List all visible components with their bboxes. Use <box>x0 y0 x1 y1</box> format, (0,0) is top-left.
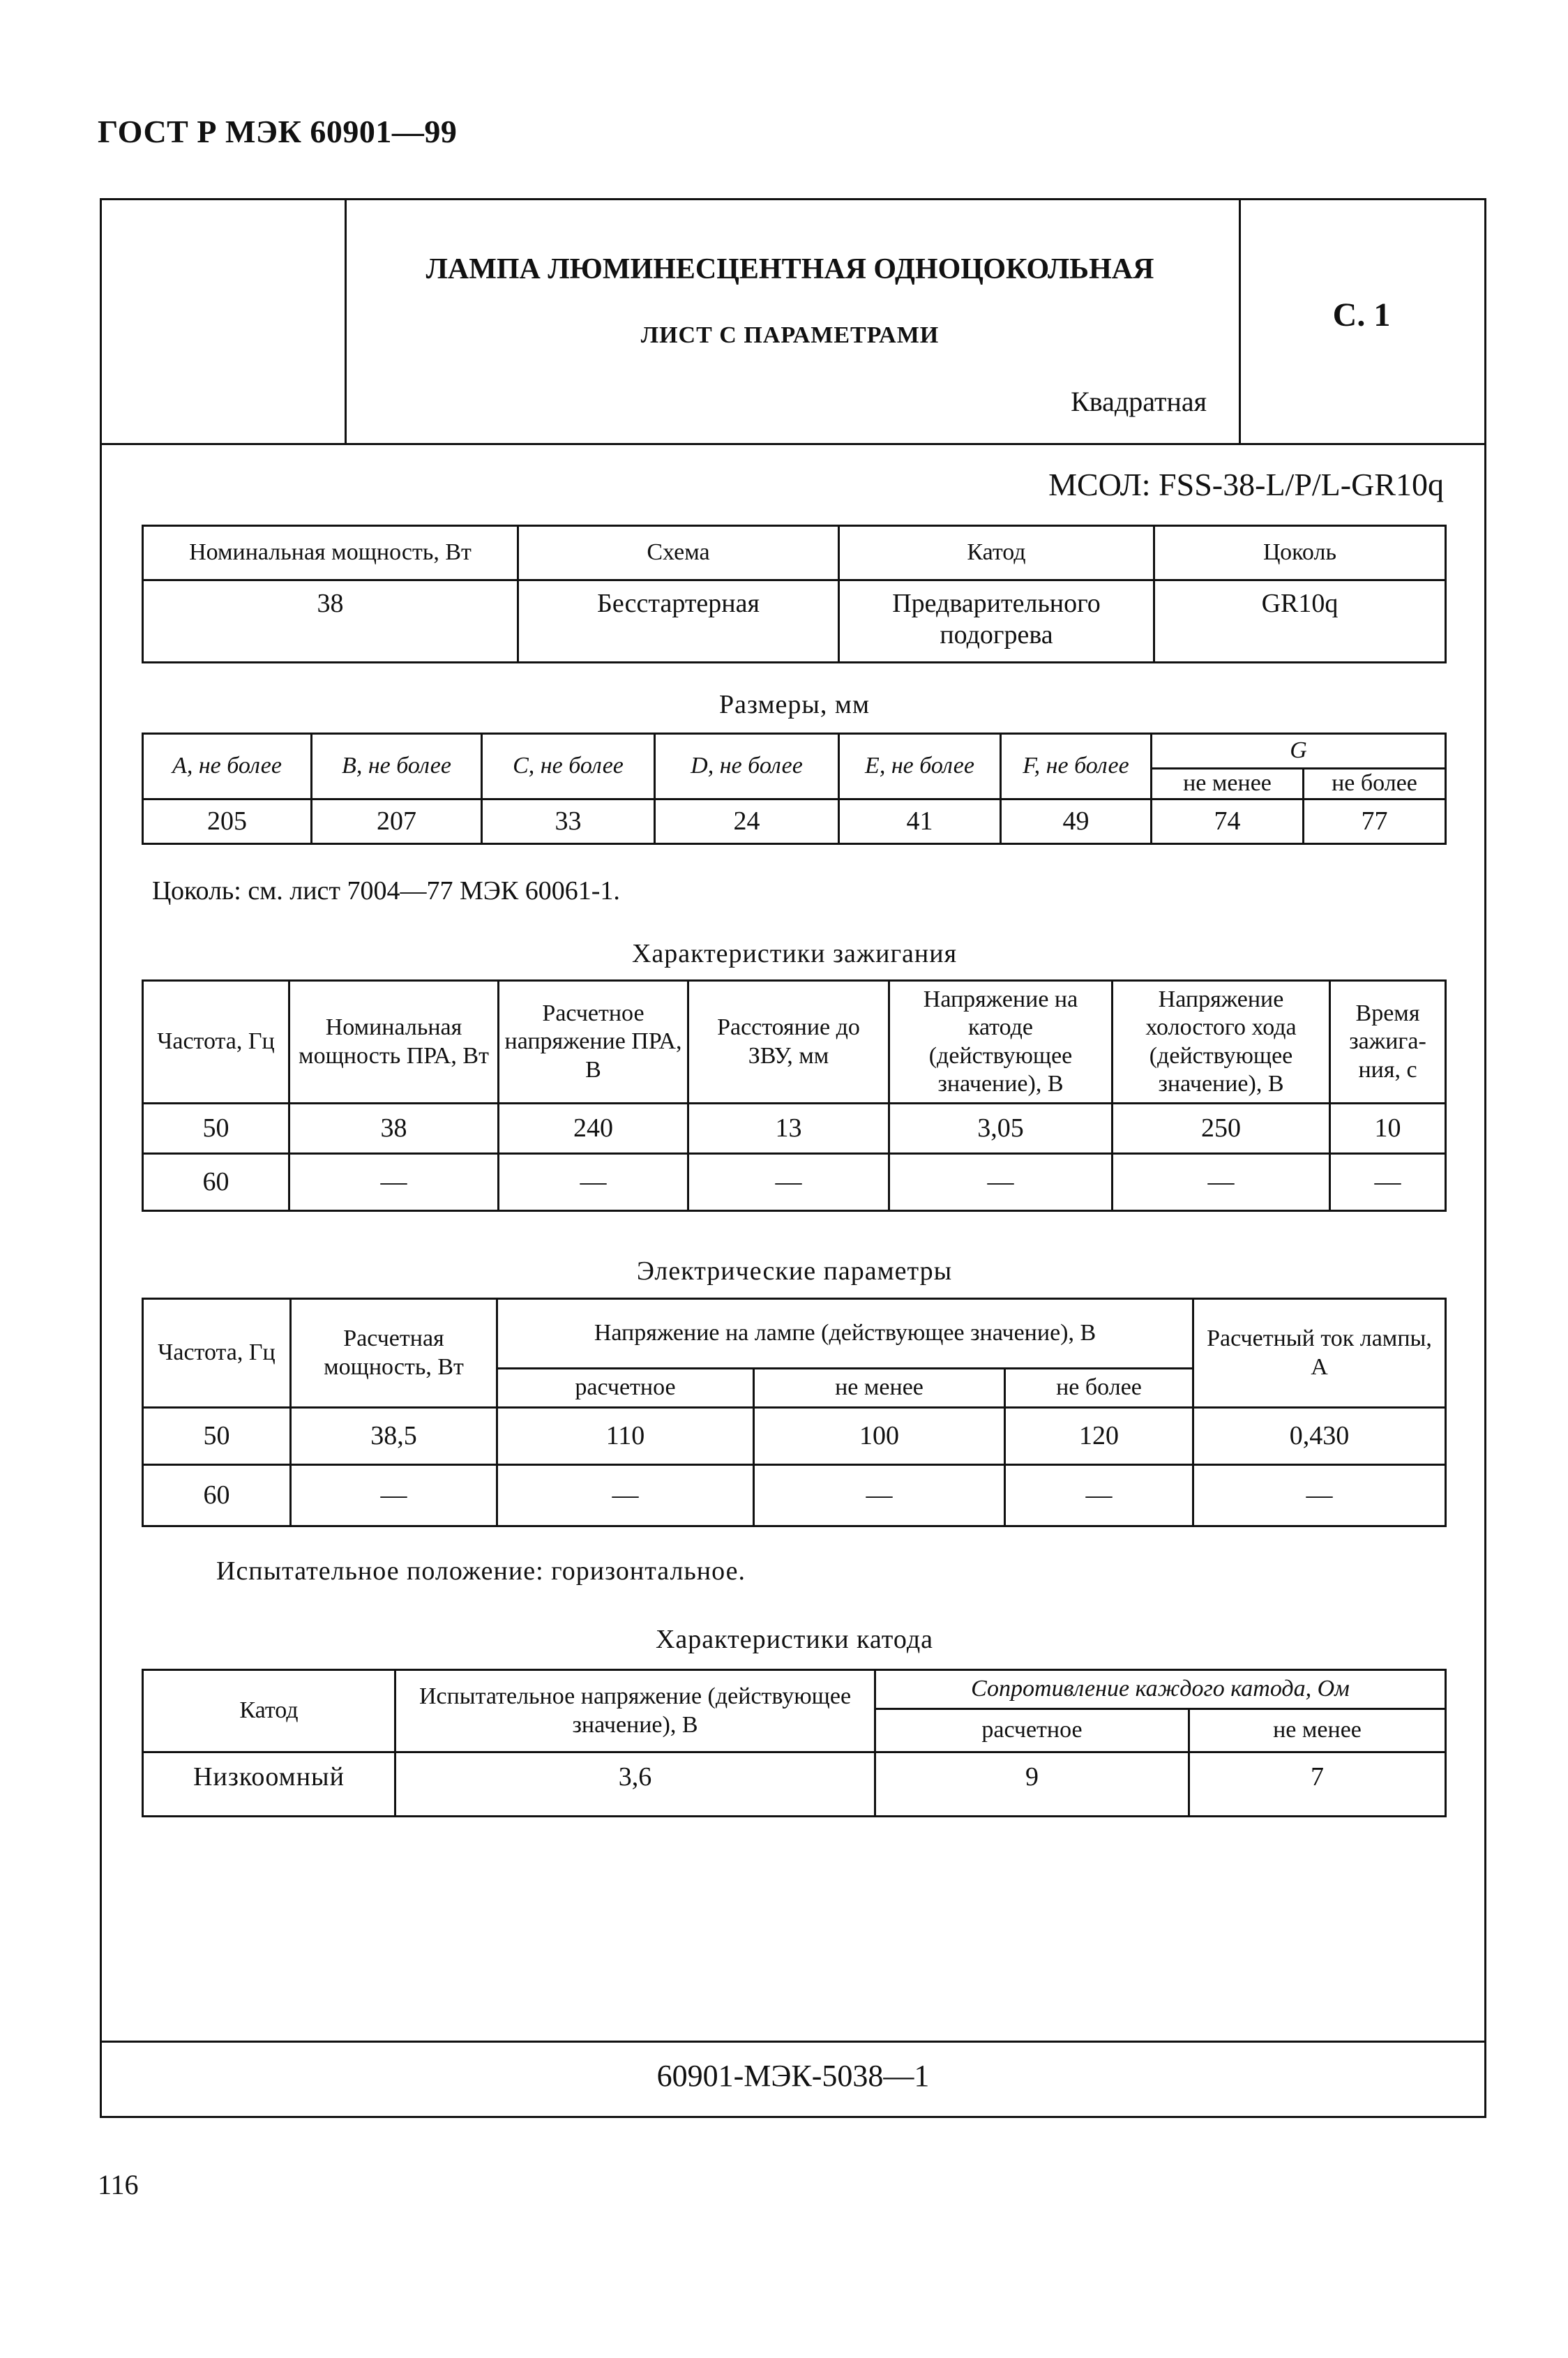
table-cell: — <box>1113 1154 1330 1211</box>
header-cell: Сопротивление каждого катода, Ом <box>875 1670 1446 1709</box>
table-cell: — <box>688 1154 889 1211</box>
header-cell: E, не более <box>839 734 1001 799</box>
msol-designation: МСОЛ: FSS-38-L/P/L-GR10q <box>1048 467 1444 502</box>
table-cell: — <box>1193 1465 1446 1526</box>
table-cell: 100 <box>754 1408 1005 1465</box>
header-cell: C, не более <box>482 734 655 799</box>
header-cell: Расчетное напряжение ПРА, В <box>499 981 688 1104</box>
header-cell: Расстояние до ЗВУ, мм <box>688 981 889 1104</box>
header-cell: Номинальная мощность, Вт <box>143 526 518 580</box>
table-cell: — <box>289 1154 499 1211</box>
table-cell: 250 <box>1113 1104 1330 1154</box>
table-cell: 3,6 <box>395 1752 875 1817</box>
header-cell-g: G <box>1152 734 1446 769</box>
header-cell: Напряжение холостого хода (действующее значение), В <box>1113 981 1330 1104</box>
header-cell: Напряжение на катоде (действующее значение), В <box>889 981 1113 1104</box>
header-subcell: не менее <box>1189 1709 1446 1752</box>
table-cell: 120 <box>1005 1408 1193 1465</box>
sheet-number: 60901-МЭК-5038—1 <box>656 2059 930 2093</box>
table-cell: 60 <box>143 1465 291 1526</box>
electrical-table <box>142 1298 1447 1527</box>
header-cell: Частота, Гц <box>143 1299 291 1408</box>
table-cell: — <box>497 1465 754 1526</box>
footer-divider <box>102 2041 1484 2043</box>
table-cell: — <box>1005 1465 1193 1526</box>
header-cell: Время зажига-ния, с <box>1330 981 1446 1104</box>
ignition-caption: Характеристики зажигания <box>631 939 958 968</box>
header-divider <box>102 443 1484 445</box>
table-cell: 3,05 <box>889 1104 1113 1154</box>
header-subcell: не менее <box>1152 769 1304 799</box>
header-cell: Расчетная мощность, Вт <box>291 1299 497 1408</box>
header-cell: Частота, Гц <box>143 981 289 1104</box>
header-cell: Испытательное напряжение (действующее значение), В <box>395 1670 875 1752</box>
table-cell: 60 <box>143 1154 289 1211</box>
header-cell: Цоколь <box>1154 526 1446 580</box>
header-cell: Схема <box>518 526 839 580</box>
table-cell: 10 <box>1330 1104 1446 1154</box>
header-cell: Расчетный ток лампы, А <box>1193 1299 1446 1408</box>
table-cell: — <box>499 1154 688 1211</box>
header-cell: Катод <box>143 1670 395 1752</box>
cathode-caption: Характеристики катода <box>655 1625 934 1654</box>
base-note: Цоколь: см. лист 7004—77 МЭК 60061-1. <box>152 876 620 906</box>
header-subcell: расчетное <box>497 1369 754 1408</box>
table-cell: — <box>291 1465 497 1526</box>
table-cell: Низкоомный <box>143 1752 395 1817</box>
header-cell: F, не более <box>1001 734 1152 799</box>
table-cell: Бесстартерная <box>518 580 839 663</box>
header-cell: Напряжение на лампе (действующее значение), В <box>497 1299 1193 1369</box>
header-subcell: не более <box>1005 1369 1193 1408</box>
table-cell: 110 <box>497 1408 754 1465</box>
header-subcell: не менее <box>754 1369 1005 1408</box>
header-subcell: расчетное <box>875 1709 1189 1752</box>
electrical-caption: Электрические параметры <box>636 1256 953 1286</box>
table-cell: 207 <box>312 799 482 844</box>
table-cell: 24 <box>655 799 839 844</box>
table-cell: 50 <box>143 1408 291 1465</box>
table-cell: 77 <box>1304 799 1446 844</box>
header-cell: A, не более <box>143 734 312 799</box>
table-cell: 38,5 <box>291 1408 497 1465</box>
header-cell: B, не более <box>312 734 482 799</box>
table-cell: 205 <box>143 799 312 844</box>
page-reference: С. 1 <box>1332 296 1391 333</box>
table-cell: — <box>754 1465 1005 1526</box>
main-parameters-table <box>142 525 1447 663</box>
document-code: ГОСТ Р МЭК 60901—99 <box>98 114 458 149</box>
ignition-table <box>142 979 1447 1212</box>
table-cell: 49 <box>1001 799 1152 844</box>
page-number: 116 <box>98 2169 139 2200</box>
table-cell: 74 <box>1152 799 1304 844</box>
table-cell: — <box>889 1154 1113 1211</box>
table-cell: 41 <box>839 799 1001 844</box>
header-cell: Катод <box>839 526 1154 580</box>
table-cell: 50 <box>143 1104 289 1154</box>
table-cell: 7 <box>1189 1752 1446 1817</box>
header-cell: Номинальная мощность ПРА, Вт <box>289 981 499 1104</box>
sheet-title: ЛАМПА ЛЮМИНЕСЦЕНТНАЯ ОДНОЦОКОЛЬНАЯ <box>425 253 1154 285</box>
table-cell: 13 <box>688 1104 889 1154</box>
header-cell: D, не более <box>655 734 839 799</box>
header-subcell: не более <box>1304 769 1446 799</box>
table-cell: — <box>1330 1154 1446 1211</box>
table-cell: 38 <box>289 1104 499 1154</box>
cathode-table <box>142 1669 1447 1817</box>
table-cell: GR10q <box>1154 580 1446 663</box>
dimensions-caption: Размеры, мм <box>718 690 870 719</box>
table-cell: 240 <box>499 1104 688 1154</box>
sheet-subtitle: ЛИСТ С ПАРАМЕТРАМИ <box>640 322 940 348</box>
table-cell: 33 <box>482 799 655 844</box>
table-cell: 9 <box>875 1752 1189 1817</box>
lamp-shape: Квадратная <box>1071 386 1207 417</box>
dimensions-table <box>142 733 1447 845</box>
test-position-note: Испытательное положение: горизонтальное. <box>216 1556 746 1586</box>
table-cell: Предварительного подогрева <box>839 580 1154 663</box>
table-cell: 38 <box>143 580 518 663</box>
table-cell: 0,430 <box>1193 1408 1446 1465</box>
